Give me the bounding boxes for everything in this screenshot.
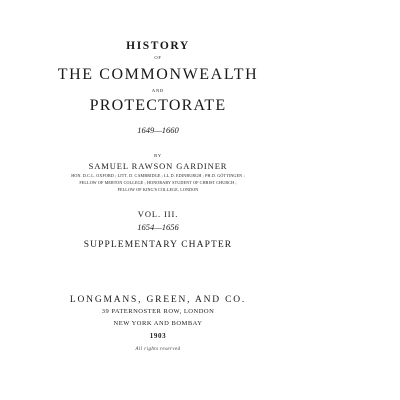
rights-notice: All rights reserved [135, 347, 181, 352]
author-name: SAMUEL RAWSON GARDINER [88, 161, 228, 171]
publisher-name: LONGMANS, GREEN, AND CO. [69, 295, 247, 305]
author-credentials [0, 173, 316, 193]
author-credentials-line: FELLOW OF MERTON COLLEGE ; HONORARY STUDENT OF CHRIST CHURCH ; [79, 179, 237, 185]
title-line-commonwealth: THE COMMONWEALTH [57, 66, 259, 83]
publication-year: 1903 [149, 332, 167, 340]
author-by: BY [154, 153, 162, 158]
publisher-address: 39 PATERNOSTER ROW, LONDON [101, 308, 215, 315]
publisher-cities: NEW YORK AND BOMBAY [113, 320, 203, 327]
title-line-protectorate: PROTECTORATE [89, 97, 227, 114]
volume-subtitle: SUPPLEMENTARY CHAPTER [83, 240, 233, 250]
title-connector-of: OF [154, 55, 162, 60]
volume-label: VOL. III. [137, 209, 179, 219]
title-line-history: HISTORY [126, 40, 190, 52]
title-dates: 1649—1660 [137, 125, 179, 135]
volume-dates: 1654—1656 [137, 222, 179, 232]
title-connector-and: AND [151, 88, 165, 93]
author-credentials-line: HON. D.C.L. OXFORD ; LITT. D. CAMBRIDGE ; LL.D. EDINBURGH ; PH.D. GÖTTINGEN ; [71, 173, 245, 178]
author-credentials-line: FELLOW OF KING'S COLLEGE, LONDON [117, 186, 199, 192]
